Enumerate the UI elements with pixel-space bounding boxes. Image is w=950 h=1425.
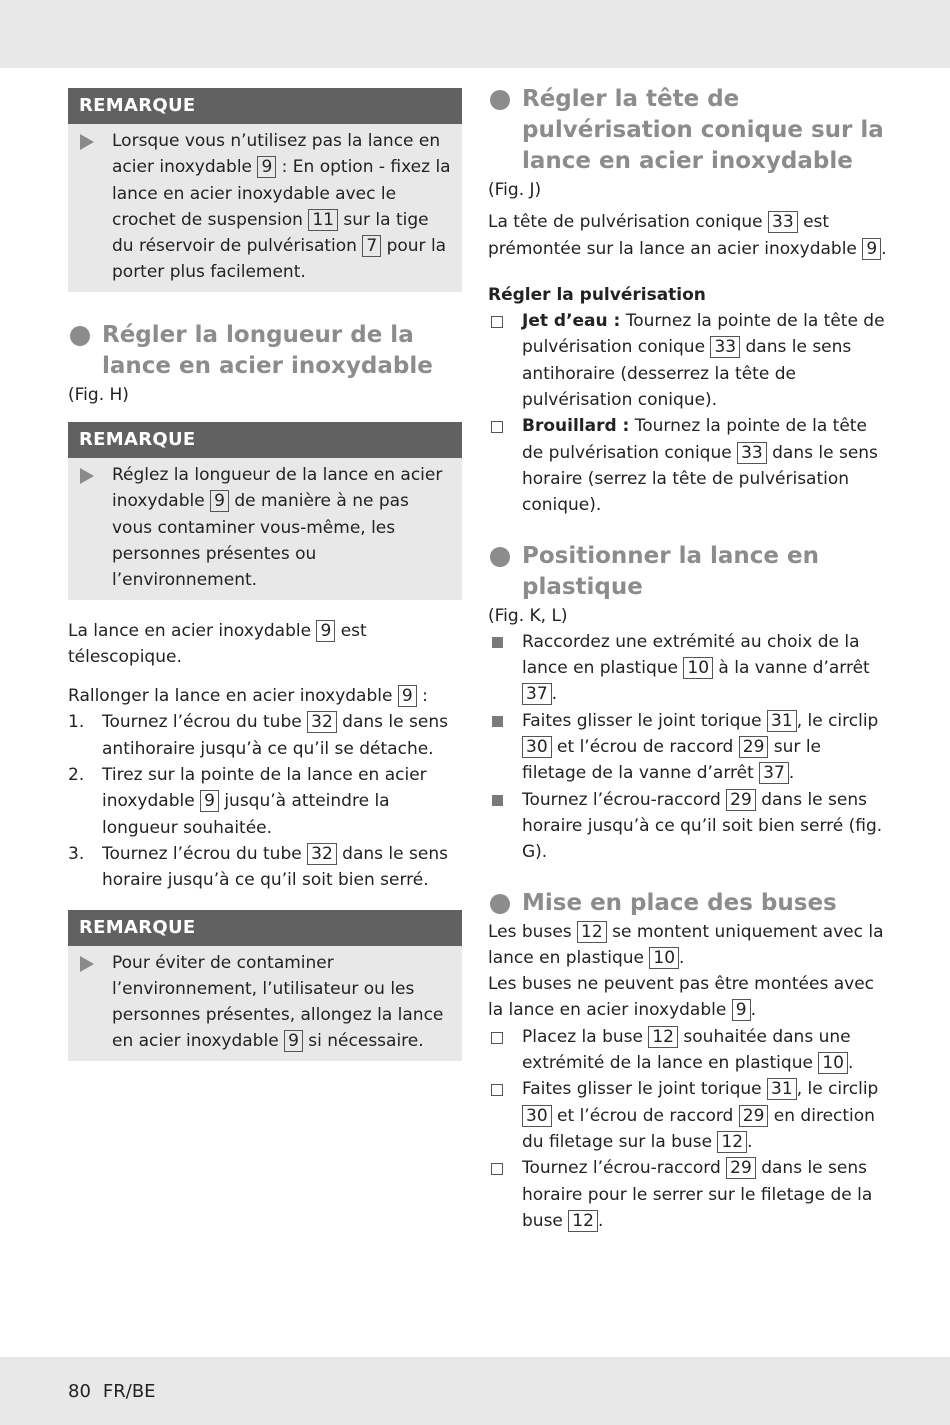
section-heading-length [68, 320, 462, 382]
ref-number: 12 [577, 921, 607, 943]
language-code: FR/BE [102, 1381, 156, 1402]
square-bullet-icon [492, 716, 503, 727]
square-bullet-icon [492, 795, 503, 806]
triangle-bullet-icon [80, 134, 94, 150]
ref-number: 30 [522, 1105, 552, 1127]
ref-number: 9 [284, 1030, 303, 1052]
list-item: Faites glisser le joint torique 31 , le circlip 30 et l’écrou de raccord 29 sur le filetage de la vanne d’arrêt 37 . [488, 708, 888, 787]
note-title: REMARQUE [68, 88, 462, 124]
list-item: Faites glisser le joint torique 31 , le circlip 30 et l’écrou de raccord 29 en direction du filetage sur la buse 12 . [488, 1076, 888, 1155]
telescopic-paragraph: La lance en acier inoxydable 9 est télescopique. [68, 620, 367, 667]
bullet-dot-icon [70, 326, 90, 346]
ref-number: 9 [210, 490, 229, 512]
list-item: Raccordez une extrémité au choix de la lance en plastique 10 à la vanne d’arrêt 37 . [488, 629, 888, 708]
note-title: REMARQUE [68, 910, 462, 946]
page-number: 80 [68, 1381, 91, 1402]
ref-number: 33 [710, 336, 740, 358]
list-item: Placez la buse 12 souhaitée dans une extrémité de la lance en plastique 10 . [488, 1024, 888, 1077]
ref-number: 33 [768, 211, 798, 233]
triangle-bullet-icon [80, 468, 94, 484]
note-body [68, 458, 462, 599]
ref-number: 29 [739, 736, 769, 758]
figure-reference: (Fig. J) [488, 180, 542, 200]
figure-reference: (Fig. H) [68, 384, 129, 405]
note-body [68, 946, 462, 1061]
step-item: 3. Tournez l’écrou du tube 32 dans le sens horaire jusqu’à ce qu’il soit bien serré. [68, 843, 448, 891]
ref-number: 33 [737, 442, 767, 464]
checkbox-bullet-icon [491, 421, 503, 433]
nozzles-steps-list [488, 1024, 888, 1234]
figure-reference: (Fig. K, L) [488, 605, 568, 626]
ref-number: 31 [767, 710, 797, 732]
step-item: 2. Tirez sur la pointe de la lance en acier inoxydable 9 jusqu’à atteindre la longueur souhaitée. [68, 765, 427, 838]
list-item: Jet d’eau : Tournez la pointe de la tête de pulvérisation conique 33 dans le sens antihoraire (desserrez la tête de pulvérisation conique). [488, 308, 888, 413]
checkbox-bullet-icon [491, 1163, 503, 1175]
note-text: Réglez la longueur de la lance en acier inoxydable 9 de manière à ne pas vous contaminer vous-même, les personnes présentes ou l’environnement. [112, 465, 443, 591]
extend-intro: Rallonger la lance en acier inoxydable 9 : [68, 686, 428, 707]
ref-number: 30 [522, 736, 552, 758]
section-heading-plastic [488, 541, 888, 603]
list-item: Brouillard : Tournez la pointe de la tête de pulvérisation conique 33 dans le sens horaire (serrez la tête de pulvérisation conique). [488, 413, 888, 518]
ref-number: 29 [739, 1105, 769, 1127]
ref-number: 9 [200, 790, 219, 812]
bullet-dot-icon [490, 547, 510, 567]
ref-number: 9 [862, 238, 881, 260]
spray-options-list [488, 308, 888, 518]
left-column [68, 88, 462, 1061]
ref-number: 29 [726, 1157, 756, 1179]
ref-number: 32 [307, 843, 337, 865]
ref-number: 11 [308, 209, 338, 231]
extend-steps [68, 709, 462, 893]
plastic-steps-list [488, 629, 888, 866]
top-band [0, 0, 950, 68]
ref-number: 31 [767, 1078, 797, 1100]
note-text: Pour éviter de contaminer l’environnement, l’utilisateur ou les personnes présentes, allongez la lance en acier inoxydable 9 si nécessaire. [112, 952, 444, 1052]
note-box-storage [68, 88, 462, 292]
ref-number: 29 [726, 789, 756, 811]
ref-number: 37 [522, 683, 552, 705]
ref-number: 37 [759, 762, 789, 784]
nozzles-paragraph-1: Les buses 12 se montent uniquement avec la lance en plastique 10 . [488, 921, 884, 968]
nozzles-paragraph-2: Les buses ne peuvent pas être montées avec la lance en acier inoxydable 9 . [488, 974, 874, 1021]
right-column [488, 84, 888, 1234]
ref-number: 9 [398, 685, 417, 707]
ref-number: 7 [362, 235, 381, 257]
section-title: Positionner la lance en plastique [522, 542, 820, 600]
ref-number: 12 [717, 1131, 747, 1153]
ref-number: 10 [818, 1052, 848, 1074]
ref-number: 9 [316, 620, 335, 642]
ref-number: 9 [732, 999, 751, 1021]
cone-intro: La tête de pulvérisation conique 33 est prémontée sur la lance an acier inoxydable 9 . [488, 212, 887, 259]
ref-number: 10 [649, 947, 679, 969]
section-heading-nozzles [488, 888, 888, 919]
checkbox-bullet-icon [491, 1084, 503, 1096]
section-title: Régler la tête de pulvérisation conique sur la lance en acier inoxydable [522, 86, 884, 174]
checkbox-bullet-icon [491, 1032, 503, 1044]
ref-number: 10 [683, 657, 713, 679]
step-item: 1. Tournez l’écrou du tube 32 dans le sens antihoraire jusqu’à ce qu’il se détache. [68, 712, 448, 759]
square-bullet-icon [492, 637, 503, 648]
note-text: Lorsque vous n’utilisez pas la lance en acier inoxydable 9 : En option - fixez la lance en acier inoxydable avec le crochet de suspension 11 sur la tige du réservoir de pulvérisation 7 pour la porter plus facilement. [112, 131, 451, 283]
note-title: REMARQUE [68, 422, 462, 458]
subheading-spray: Régler la pulvérisation [488, 284, 706, 305]
section-title: Mise en place des buses [522, 889, 837, 916]
list-item: Tournez l’écrou-raccord 29 dans le sens horaire jusqu’à ce qu’il soit bien serré (fig. G). [488, 787, 888, 866]
note-body [68, 124, 462, 292]
section-title: Régler la longueur de la lance en acier inoxydable [102, 321, 433, 379]
checkbox-bullet-icon [491, 316, 503, 328]
ref-number: 12 [568, 1210, 598, 1232]
section-heading-cone [488, 84, 888, 177]
ref-number: 12 [648, 1026, 678, 1048]
page-footer [68, 1379, 156, 1405]
bullet-dot-icon [490, 894, 510, 914]
list-item: Tournez l’écrou-raccord 29 dans le sens horaire pour le serrer sur le filetage de la buse 12 . [488, 1155, 888, 1234]
note-box-contamination [68, 910, 462, 1061]
ref-number: 32 [307, 711, 337, 733]
bullet-dot-icon [490, 90, 510, 110]
note-box-length [68, 422, 462, 599]
triangle-bullet-icon [80, 956, 94, 972]
ref-number: 9 [257, 156, 276, 178]
